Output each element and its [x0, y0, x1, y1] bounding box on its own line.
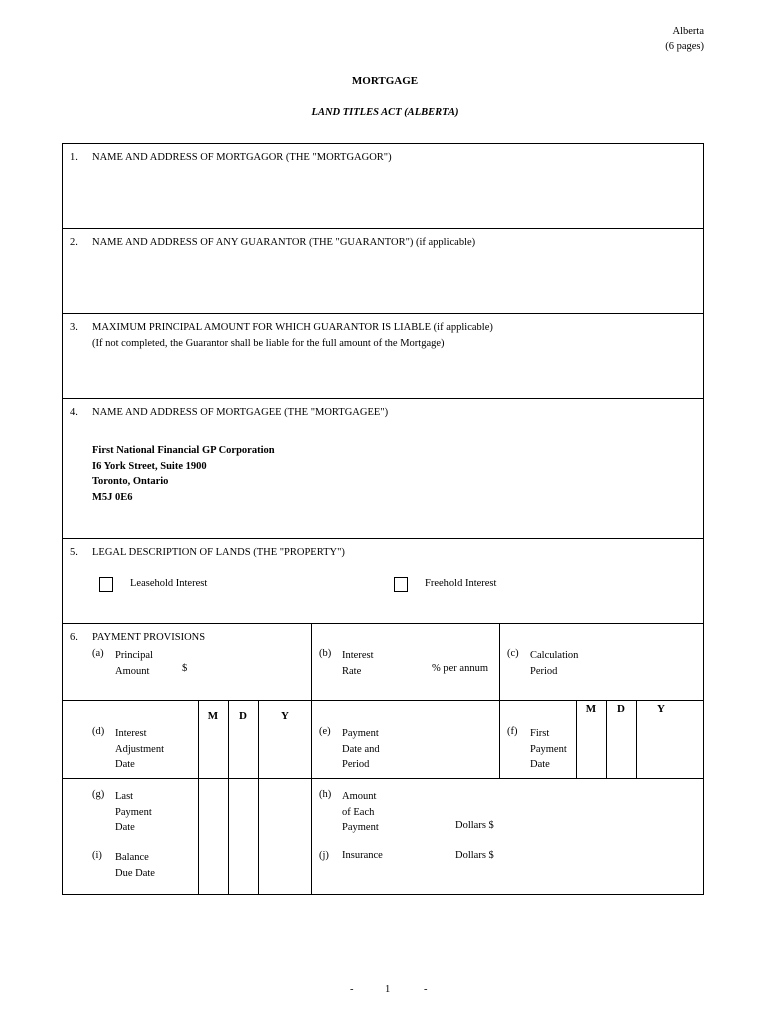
last-payment-label: Last Payment Date	[115, 791, 152, 833]
guarantor-amount-field[interactable]	[92, 356, 692, 394]
payment-date-field[interactable]	[400, 725, 496, 775]
first-payment-day-header: D	[617, 703, 625, 715]
last-payment-day-field[interactable]	[230, 781, 257, 836]
calculation-period-label: Calculation Period	[530, 650, 579, 677]
section-1-label: NAME AND ADDRESS OF MORTGAGOR (THE "MORTGAGOR")	[92, 152, 392, 163]
principal-amount-field[interactable]	[192, 660, 304, 678]
payment-amount-unit: Dollars $	[455, 820, 494, 831]
calculation-period-letter: (c)	[507, 648, 519, 659]
principal-letter: (a)	[92, 648, 104, 659]
first-payment-year-header: Y	[657, 703, 665, 715]
payment-amount-letter: (h)	[319, 789, 332, 800]
section-4-label: NAME AND ADDRESS OF MORTGAGEE (THE "MORTGAGEE")	[92, 407, 389, 418]
first-payment-month-header: M	[585, 703, 597, 715]
header-region: Alberta	[672, 26, 704, 37]
footer-dash-right: -	[424, 984, 428, 995]
mortgagor-field[interactable]	[92, 170, 692, 225]
insurance-label: Insurance	[342, 850, 383, 861]
payment-date-letter: (e)	[319, 726, 331, 737]
last-payment-year-field[interactable]	[260, 781, 310, 836]
interest-rate-label: Interest Rate	[342, 650, 374, 677]
section-6-number: 6.	[70, 632, 78, 643]
section-2-label: NAME AND ADDRESS OF ANY GUARANTOR (THE "GUARANTOR") (if applicable)	[92, 237, 476, 248]
mortgagee-street: I6 York Street, Suite 1900	[92, 460, 207, 472]
balance-due-letter: (i)	[92, 850, 102, 861]
document-title: MORTGAGE	[351, 75, 419, 87]
principal-unit: $	[182, 663, 188, 674]
footer-dash-left: -	[350, 984, 354, 995]
guarantor-field[interactable]	[92, 255, 692, 310]
section-3-number: 3.	[70, 322, 78, 333]
interest-rate-letter: (b)	[319, 648, 332, 659]
interest-adjustment-month-field[interactable]	[200, 725, 227, 775]
page-number: 1	[385, 984, 391, 995]
day-header: D	[239, 710, 247, 722]
mortgagee-address	[92, 443, 275, 505]
interest-rate-field[interactable]	[372, 660, 428, 678]
principal-label: Principal Amount	[115, 650, 153, 677]
month-header: M	[207, 710, 219, 722]
section-1-number: 1.	[70, 152, 78, 163]
payment-date-label: Payment Date and Period	[342, 728, 380, 770]
last-payment-letter: (g)	[92, 789, 105, 800]
insurance-letter: (j)	[319, 850, 329, 861]
balance-due-label: Balance Due Date	[115, 852, 155, 879]
interest-rate-unit: % per annum	[432, 663, 488, 674]
mortgagee-name: First National Financial GP Corporation	[92, 445, 275, 456]
first-payment-label: First Payment Date	[530, 728, 567, 770]
section-6-label: PAYMENT PROVISIONS	[92, 632, 206, 643]
interest-adjustment-year-field[interactable]	[260, 725, 310, 775]
section-2-number: 2.	[70, 237, 78, 248]
leasehold-label: Leasehold Interest	[130, 578, 208, 589]
first-payment-month-field[interactable]	[578, 720, 605, 775]
header-pages: (6 pages)	[665, 41, 704, 52]
section-4-number: 4.	[70, 407, 78, 418]
last-payment-month-field[interactable]	[200, 781, 227, 836]
section-3-note: (If not completed, the Guarantor shall be liable for the full amount of the Mortgage)	[92, 338, 445, 349]
document-subtitle: LAND TITLES ACT (ALBERTA)	[311, 107, 459, 118]
balance-due-year-field[interactable]	[260, 840, 310, 892]
first-payment-year-field[interactable]	[638, 720, 701, 775]
payment-amount-field[interactable]	[500, 817, 698, 835]
first-payment-day-field[interactable]	[608, 720, 635, 775]
mortgagee-city: Toronto, Ontario	[92, 476, 169, 487]
section-5-number: 5.	[70, 547, 78, 558]
balance-due-month-field[interactable]	[200, 840, 227, 892]
document-header	[665, 24, 704, 54]
calculation-period-field[interactable]	[590, 660, 698, 678]
payment-amount-label: Amount of Each Payment	[342, 791, 379, 833]
freehold-checkbox[interactable]	[394, 577, 408, 592]
freehold-label: Freehold Interest	[425, 578, 497, 589]
leasehold-checkbox[interactable]	[99, 577, 113, 592]
mortgagee-postal-code: M5J 0E6	[92, 491, 133, 503]
year-header: Y	[281, 710, 289, 722]
section-5-label: LEGAL DESCRIPTION OF LANDS (THE "PROPERTY")	[92, 547, 345, 558]
insurance-unit: Dollars $	[455, 850, 494, 861]
interest-adjustment-day-field[interactable]	[230, 725, 257, 775]
insurance-field[interactable]	[500, 847, 698, 865]
balance-due-day-field[interactable]	[230, 840, 257, 892]
section-3-label: MAXIMUM PRINCIPAL AMOUNT FOR WHICH GUARANTOR IS LIABLE (if applicable)	[92, 322, 493, 333]
interest-adjustment-label: Interest Adjustment Date	[115, 728, 164, 770]
interest-adjustment-letter: (d)	[92, 726, 105, 737]
first-payment-letter: (f)	[507, 726, 518, 737]
